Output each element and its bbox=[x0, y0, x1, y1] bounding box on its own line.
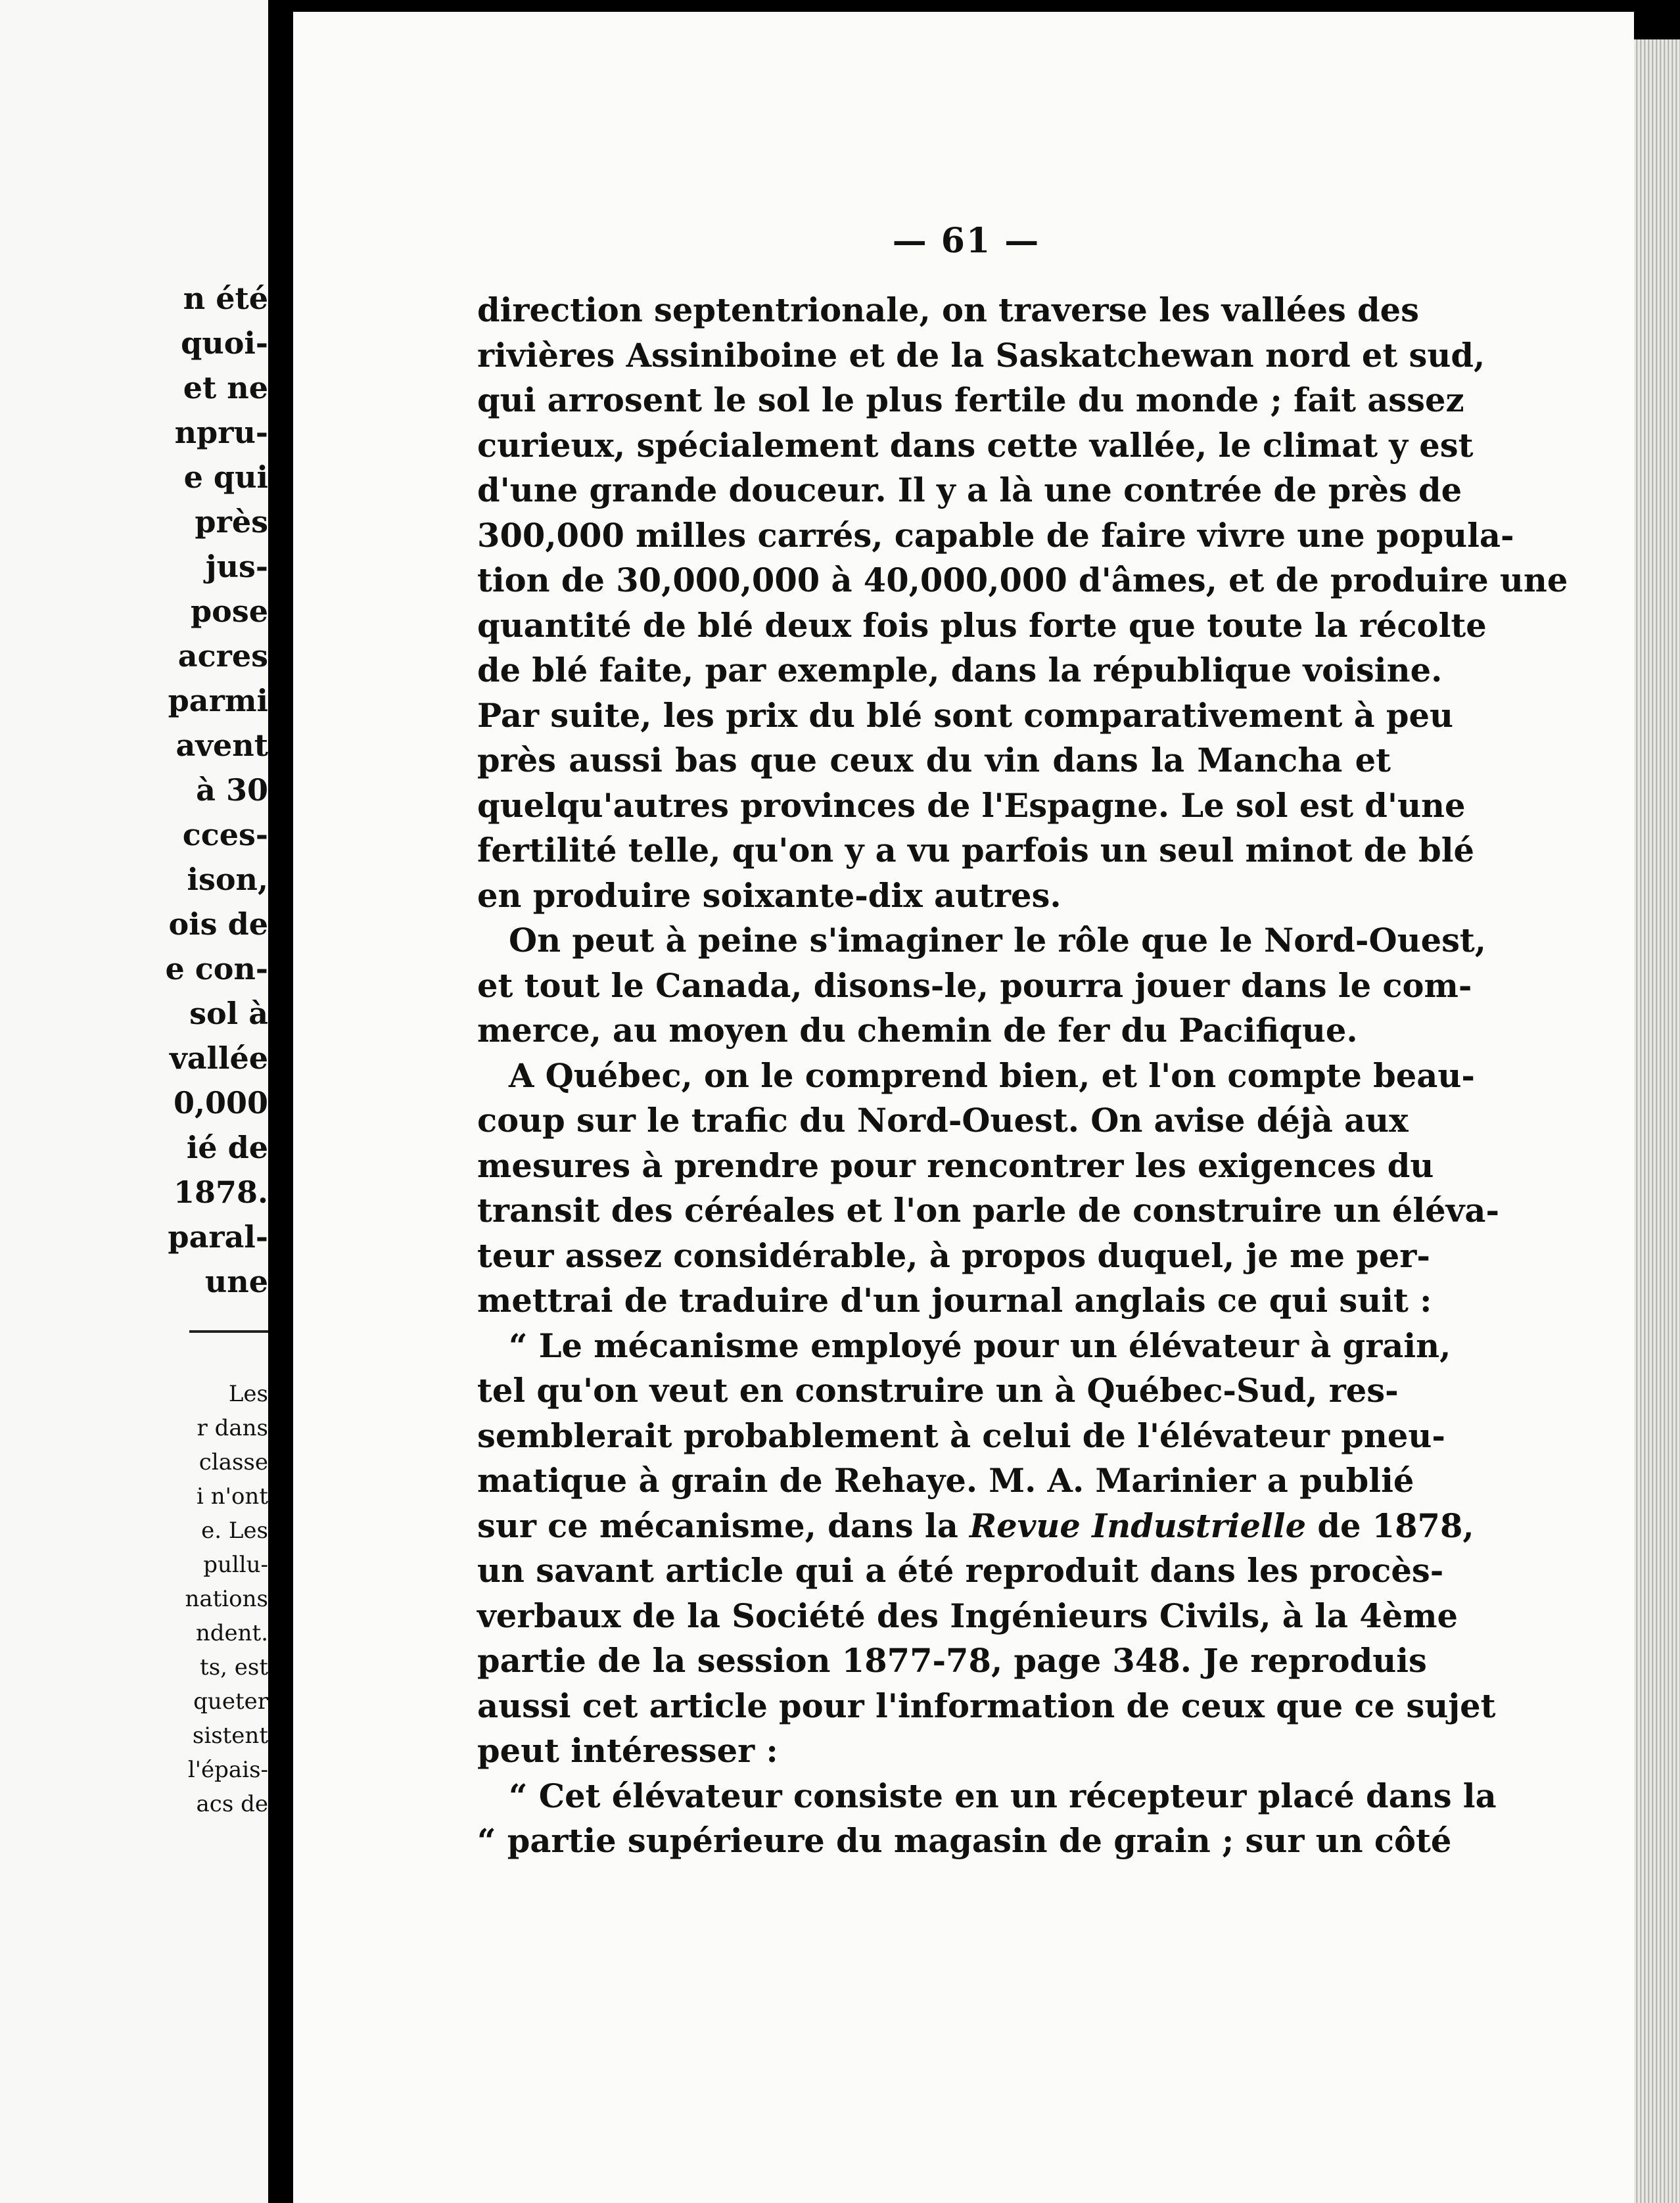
text-line: verbaux de la Société des Ingénieurs Civils, à la 4ème bbox=[477, 1596, 1458, 1635]
text-line: mesures à prendre pour rencontrer les exigences du bbox=[477, 1146, 1434, 1185]
book-gutter bbox=[268, 0, 293, 2203]
body-text bbox=[477, 288, 1568, 1864]
left-line: ois de bbox=[168, 906, 268, 942]
text-line: teur assez considérable, à propos duquel, je me per- bbox=[477, 1236, 1430, 1275]
left-note-line: Les bbox=[228, 1381, 268, 1407]
text-line: tel qu'on veut en construire un à Québec-Sud, res- bbox=[477, 1372, 1399, 1410]
text-fragment: de 1878, bbox=[1317, 1506, 1474, 1545]
text-line: Par suite, les prix du blé sont comparativement à peu bbox=[477, 696, 1453, 735]
text-line: transit des céréales et l'on parle de construire un éléva- bbox=[477, 1192, 1500, 1230]
left-line: e qui bbox=[183, 459, 268, 495]
text-line: tion de 30,000,000 à 40,000,000 d'âmes, et de produire une bbox=[477, 561, 1568, 599]
left-page-fragment bbox=[0, 0, 268, 2203]
left-line: quoi- bbox=[181, 325, 268, 361]
left-line: une bbox=[204, 1264, 268, 1299]
left-line: n été bbox=[183, 281, 268, 316]
left-page-text-column bbox=[71, 276, 268, 1304]
text-line: matique à grain de Rehaye. M. A. Marinier a publié bbox=[477, 1462, 1414, 1500]
left-line: cces- bbox=[182, 817, 268, 852]
text-line: et tout le Canada, disons-le, pourra jouer dans le com- bbox=[477, 966, 1472, 1005]
text-line: A Québec, on le comprend bien, et l'on compte beau- bbox=[509, 1056, 1475, 1095]
text-line: d'une grande douceur. Il y a là une contrée de près de bbox=[477, 471, 1462, 509]
text-line: rivières Assiniboine et de la Saskatchewan nord et sud, bbox=[477, 336, 1485, 375]
text-line: peut intéresser : bbox=[477, 1732, 778, 1770]
text-line: partie de la session 1877-78, page 348. Je reproduis bbox=[477, 1642, 1427, 1680]
text-line: 300,000 milles carrés, capable de faire vivre une popula- bbox=[477, 516, 1514, 555]
left-line: et ne bbox=[183, 370, 268, 406]
left-note-line: pullu- bbox=[203, 1552, 268, 1578]
text-line: près aussi bas que ceux du vin dans la Mancha et bbox=[477, 741, 1391, 779]
text-fragment: sur ce mécanisme, dans la bbox=[477, 1506, 958, 1545]
left-line: pose bbox=[190, 593, 268, 629]
text-line: qui arrosent le sol le plus fertile du monde ; fait assez bbox=[477, 381, 1464, 419]
text-line: On peut à peine s'imaginer le rôle que le Nord-Ouest, bbox=[509, 921, 1487, 960]
left-page-footnotes bbox=[71, 1377, 268, 1821]
left-note-line: queter bbox=[193, 1688, 268, 1715]
text-line: “ partie supérieure du magasin de grain ; sur un côté bbox=[477, 1822, 1452, 1860]
text-line: quantité de blé deux fois plus forte que toute la récolte bbox=[477, 606, 1487, 645]
left-line: e con- bbox=[165, 951, 268, 986]
left-note-line: e. Les bbox=[201, 1518, 268, 1544]
left-line: acres bbox=[177, 638, 268, 674]
text-line: merce, au moyen du chemin de fer du Pacifique. bbox=[477, 1011, 1358, 1050]
left-note-line: l'épais- bbox=[187, 1757, 268, 1783]
left-line: jus- bbox=[205, 549, 268, 584]
left-line: ié de bbox=[186, 1130, 268, 1165]
left-line: sol à bbox=[189, 996, 268, 1031]
left-note-line: acs de bbox=[196, 1791, 268, 1817]
text-line: quelqu'autres provinces de l'Espagne. Le sol est d'une bbox=[477, 786, 1466, 825]
text-line: fertilité telle, qu'on y a vu parfois un seul minot de blé bbox=[477, 831, 1475, 870]
text-line: “ Cet élévateur consiste en un récepteur placé dans la bbox=[509, 1776, 1497, 1815]
text-line: de blé faite, par exemple, dans la république voisine. bbox=[477, 651, 1443, 689]
left-line: avent bbox=[175, 728, 268, 763]
left-line: près bbox=[195, 504, 268, 540]
text-line-with-italic bbox=[477, 1504, 1474, 1549]
text-line: semblerait probablement à celui de l'élévateur pneu- bbox=[477, 1416, 1445, 1455]
left-note-line: ts, est bbox=[200, 1654, 268, 1681]
left-line: npru- bbox=[174, 415, 268, 450]
text-line: direction septentrionale, on traverse les vallées des bbox=[477, 291, 1420, 329]
page-stack-edge bbox=[1634, 39, 1680, 2203]
left-note-line: i n'ont bbox=[197, 1483, 268, 1510]
left-note-line: classe bbox=[198, 1449, 268, 1475]
left-note-line: r dans bbox=[197, 1415, 268, 1441]
left-line: vallée bbox=[169, 1040, 268, 1076]
left-line: paral- bbox=[168, 1219, 268, 1255]
left-line: 0,000 bbox=[173, 1085, 268, 1121]
text-line: “ Le mécanisme employé pour un élévateur à grain, bbox=[509, 1326, 1451, 1365]
left-line: 1878. bbox=[173, 1174, 268, 1210]
page-number: — 61 — bbox=[892, 221, 1040, 261]
left-line: ison, bbox=[187, 862, 268, 897]
left-line: parmi bbox=[168, 683, 268, 718]
left-note-line: nations bbox=[185, 1586, 268, 1612]
text-line: coup sur le trafic du Nord-Ouest. On avise déjà aux bbox=[477, 1102, 1409, 1140]
text-line: en produire soixante-dix autres. bbox=[477, 876, 1062, 915]
text-line: aussi cet article pour l'information de ceux que ce sujet bbox=[477, 1686, 1496, 1725]
text-line: mettrai de traduire d'un journal anglais ce qui suit : bbox=[477, 1282, 1432, 1320]
text-line: curieux, spécialement dans cette vallée, le climat y est bbox=[477, 426, 1474, 465]
journal-title: Revue Industrielle bbox=[969, 1506, 1307, 1545]
text-line: un savant article qui a été reproduit dans les procès- bbox=[477, 1552, 1444, 1590]
left-note-line: sistent bbox=[192, 1723, 268, 1749]
left-note-line: ndent. bbox=[195, 1620, 268, 1646]
left-line: à 30 bbox=[196, 772, 268, 808]
footnote-rule bbox=[189, 1330, 268, 1333]
main-page bbox=[293, 12, 1634, 2203]
